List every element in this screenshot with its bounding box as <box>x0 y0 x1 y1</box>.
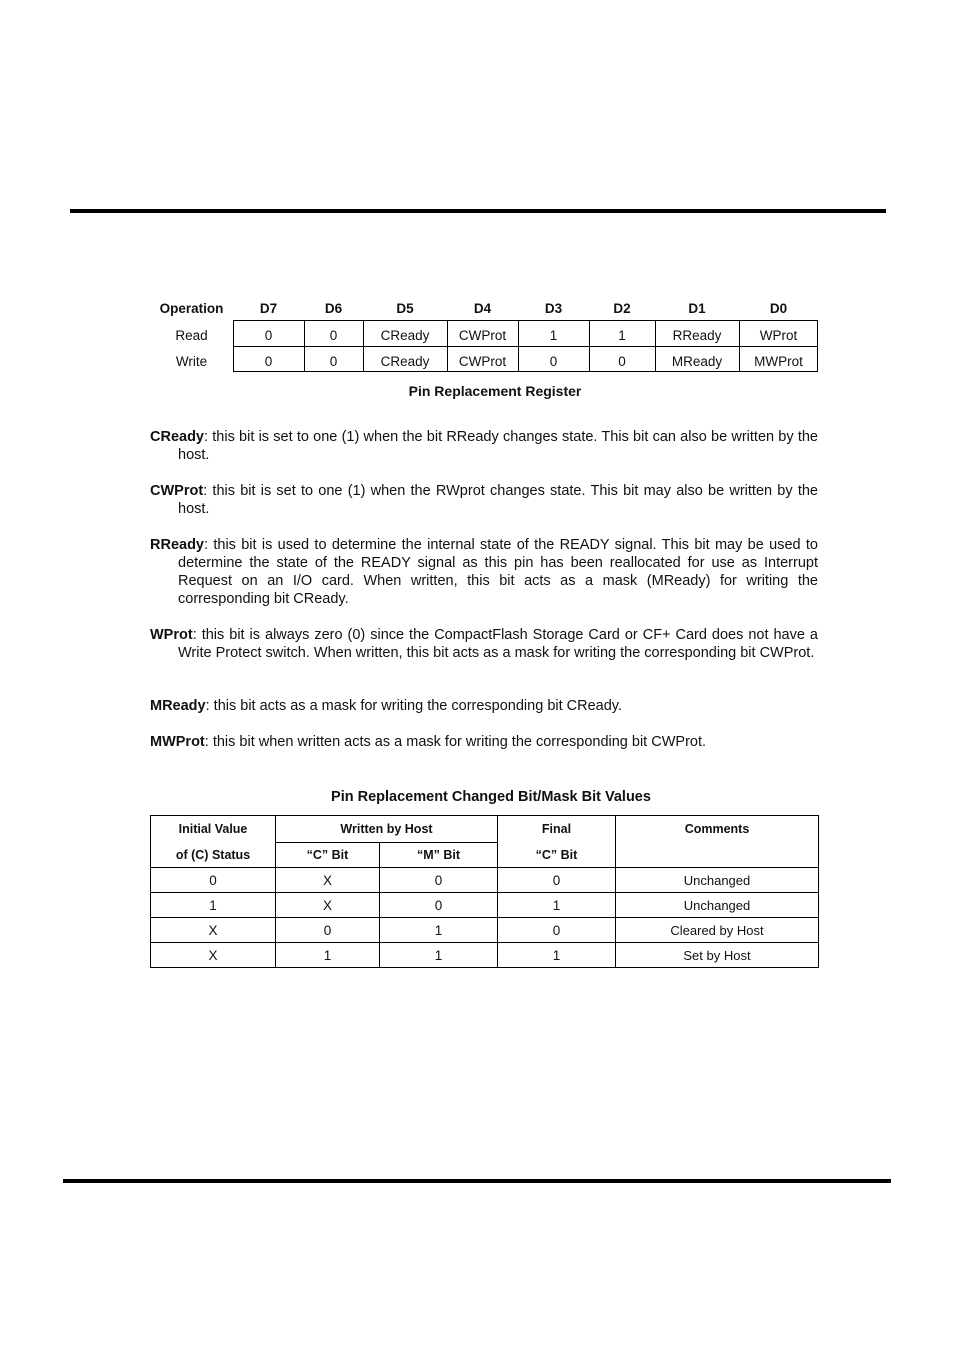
register-cell: 0 <box>549 354 558 369</box>
header-initial-value: Initial Value <box>151 816 276 843</box>
table-cell: 0 <box>380 893 498 918</box>
table-cell: 1 <box>380 918 498 943</box>
table-cell: 1 <box>498 943 616 968</box>
header-written-by-host: Written by Host <box>276 816 498 843</box>
register-cell: CReady <box>380 328 430 343</box>
register-cell: WProt <box>759 328 798 343</box>
definition-term: WProt <box>150 627 193 643</box>
definition-cready <box>150 428 818 464</box>
footer-rule <box>63 1179 891 1183</box>
definition-mwprot <box>150 733 818 751</box>
definition-cwprot <box>150 482 818 518</box>
definition-text: : this bit is set to one (1) when the RWprot changes state. This bit may also be written by the host. <box>178 483 818 517</box>
register-cell: 0 <box>329 354 338 369</box>
register-cell: CWProt <box>458 354 507 369</box>
definition-mready <box>150 697 818 715</box>
header-m-bit: “M” Bit <box>380 843 498 868</box>
table-header-row <box>151 816 819 843</box>
register-cell: CReady <box>380 354 430 369</box>
definition-term: CWProt <box>150 483 204 499</box>
table-cell: 1 <box>498 893 616 918</box>
register-cell: RReady <box>672 328 722 343</box>
table-cell: X <box>276 868 380 893</box>
register-cell: Read <box>175 328 208 343</box>
register-cell: 0 <box>618 354 626 369</box>
register-cell: MReady <box>671 354 723 369</box>
table-cell: Cleared by Host <box>616 918 819 943</box>
definition-text: : this bit is set to one (1) when the bit RReady changes state. This bit can also be written by the host. <box>178 429 818 463</box>
table-cell: X <box>151 918 276 943</box>
register-cell: 1 <box>549 328 558 343</box>
table-cell: 0 <box>276 918 380 943</box>
header-c-bit: “C” Bit <box>276 843 380 868</box>
register-cell: 0 <box>329 328 338 343</box>
definition-text: : this bit is always zero (0) since the CompactFlash Storage Card or CF+ Card does not have a Write Protect switch. When written, this bit acts as a mask for writing the corresponding bit CWProt. <box>178 627 818 661</box>
register-cell: 1 <box>618 328 626 343</box>
header-cell: D2 <box>613 301 631 316</box>
table-cell: Unchanged <box>616 893 819 918</box>
header-cell: D1 <box>688 301 706 316</box>
register-cell: 0 <box>264 354 273 369</box>
register-cell: MWProt <box>754 354 803 369</box>
definition-text: : this bit is used to determine the internal state of the READY signal. This bit may be used to determine the state of the READY signal as this pin has been reallocated for use as Interrupt Request on an I/O card. When written, this bit acts as a mask (MReady) for writing the corresponding bit CReady. <box>178 537 818 607</box>
definition-text: : this bit when written acts as a mask for writing the corresponding bit CWProt. <box>204 734 707 750</box>
header-comments: Comments <box>616 816 819 868</box>
header-cell: D4 <box>473 301 492 316</box>
table-cell: 0 <box>380 868 498 893</box>
table-cell: Set by Host <box>616 943 819 968</box>
register-row-read <box>150 323 818 349</box>
table-cell: 0 <box>151 868 276 893</box>
register-row-write <box>150 349 818 375</box>
definition-term: MWProt <box>150 734 205 750</box>
table-cell: X <box>276 893 380 918</box>
register-cell: CWProt <box>458 328 507 343</box>
definition-term: CReady <box>150 429 204 445</box>
definition-rready <box>150 536 818 608</box>
header-cell: D5 <box>396 301 414 316</box>
table-row <box>151 868 819 893</box>
table-cell: 0 <box>498 868 616 893</box>
register-cell: Write <box>175 354 208 369</box>
table-cell: 1 <box>151 893 276 918</box>
header-cell: Operation <box>159 301 224 316</box>
header-final: Final <box>498 816 616 843</box>
mask-bit-values-table <box>150 815 819 968</box>
definition-term: MReady <box>150 698 206 714</box>
header-cell: D3 <box>544 301 563 316</box>
table-cell: X <box>151 943 276 968</box>
mask-table-caption: Pin Replacement Changed Bit/Mask Bit Values <box>331 789 651 805</box>
header-rule <box>70 209 886 213</box>
header-final-c-bit: “C” Bit <box>498 843 616 868</box>
table-cell: 1 <box>380 943 498 968</box>
header-cell: D6 <box>324 301 343 316</box>
header-cell: D7 <box>259 301 278 316</box>
table-row <box>151 918 819 943</box>
table-cell: 0 <box>498 918 616 943</box>
definition-text: : this bit acts as a mask for writing the corresponding bit CReady. <box>205 698 622 714</box>
register-cell: 0 <box>264 328 273 343</box>
header-cell: D0 <box>769 301 788 316</box>
table-cell: Unchanged <box>616 868 819 893</box>
register-table-caption: Pin Replacement Register <box>408 383 582 399</box>
definition-wprot <box>150 626 818 662</box>
table-cell: 1 <box>276 943 380 968</box>
table-row <box>151 893 819 918</box>
definition-term: RReady <box>150 537 204 553</box>
pin-replacement-register-table <box>150 297 818 375</box>
header-c-status: of (C) Status <box>151 843 276 868</box>
table-row <box>151 943 819 968</box>
